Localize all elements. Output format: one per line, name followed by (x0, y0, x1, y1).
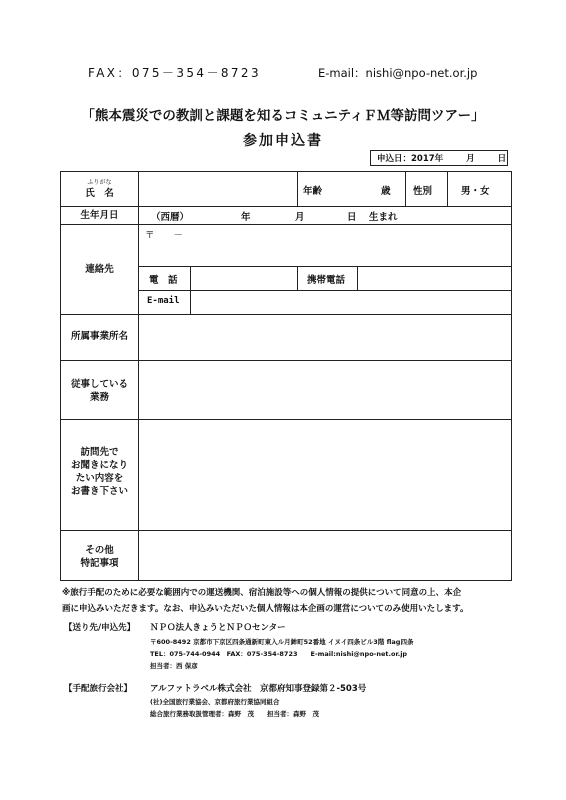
column-divider (297, 266, 298, 290)
application-date-month: 月 (466, 154, 475, 164)
send-to-organization: ＮＰＯ法人きょうとＮＰＯセンター (150, 623, 286, 633)
privacy-notice: ※旅行手配のために必要な範囲内での運送機関、宿泊施設等への個人情報の提供について同意の上、本企 画に申込みいただきます。なお、申込みいただいた個人情報は本企画の運営についてのみ使用いたします。 (62, 588, 469, 614)
name-input[interactable] (139, 173, 296, 205)
application-form-table (60, 171, 512, 581)
column-divider (297, 172, 298, 206)
age-label: 年齢 (303, 186, 323, 197)
mobile-label: 携帯電話 (307, 275, 346, 286)
row-divider (61, 206, 511, 207)
birthdate-month: 月 (295, 212, 305, 223)
affiliation-input[interactable] (139, 315, 510, 359)
travel-agency-manager: 総合旅行業務取扱管理者：森野 茂 担当者：森野 茂 (150, 710, 319, 718)
travel-agency-label: 【手配旅行会社】 (64, 684, 133, 694)
other-label: その他 特記事項 (80, 545, 119, 569)
row-divider (61, 224, 511, 225)
phone-input[interactable] (191, 267, 296, 289)
column-divider (405, 172, 406, 206)
page-title: 「熊本震災での教訓と課題を知るコミュニティＦＭ等訪問ツアー」 (81, 108, 485, 124)
work-label: 従事している 業務 (70, 379, 128, 403)
questions-input[interactable] (139, 420, 510, 529)
send-to-contact: TEL：075-744-0944 FAX：075-354-8723 E-mail:nishi@npo-net.or.jp (150, 650, 408, 658)
send-to-address: 〒600-8492 京都市下京区四条通新町東入ル月鉾町52番地 イヌイ四条ビル3階 flag四条 (150, 638, 414, 646)
questions-label: 訪問先で お聞きになり たい内容を お書き下さい (70, 447, 128, 497)
email-input[interactable] (191, 291, 510, 313)
send-to-person: 担当者：西 保彦 (150, 662, 198, 670)
column-divider (447, 172, 448, 206)
fax-number: FAX：075－354－8723 (88, 66, 261, 80)
mobile-input[interactable] (358, 267, 510, 289)
page-subtitle: 参加申込書 (243, 133, 323, 149)
age-unit: 歳 (381, 186, 391, 197)
other-input[interactable] (139, 531, 510, 579)
furigana-label: ふりがな (87, 179, 112, 186)
send-to-label: 【送り先/申込先】 (64, 623, 136, 633)
birthdate-label: 生年月日 (80, 210, 119, 221)
birthdate-suffix: 生まれ (369, 212, 398, 223)
postal-code[interactable]: 〒 － (145, 230, 184, 241)
travel-agency-name: アルファトラベル株式会社 京都府知事登録第２-503号 (150, 684, 367, 694)
phone-label: 電 話 (149, 275, 178, 286)
name-label: 氏 名 (85, 188, 114, 199)
application-date-day: 日 (497, 154, 507, 164)
birthdate-day: 日 (347, 212, 357, 223)
affiliation-label: 所属事業所名 (70, 331, 128, 342)
birthdate-era: （西暦） (151, 212, 190, 223)
work-input[interactable] (139, 361, 510, 418)
contact-email: E-mail：nishi@npo-net.or.jp (318, 66, 478, 80)
application-date-box[interactable] (370, 150, 508, 166)
contact-label: 連絡先 (85, 264, 114, 275)
application-date-label: 申込日：2017年 (377, 154, 444, 164)
gender-label: 性別 (413, 186, 433, 197)
travel-agency-association: (社)全国旅行業協会、京都府旅行業協同組合 (150, 698, 280, 706)
birthdate-year: 年 (241, 212, 251, 223)
email-label: E-mail (147, 296, 180, 306)
gender-options[interactable]: 男・女 (461, 186, 490, 197)
